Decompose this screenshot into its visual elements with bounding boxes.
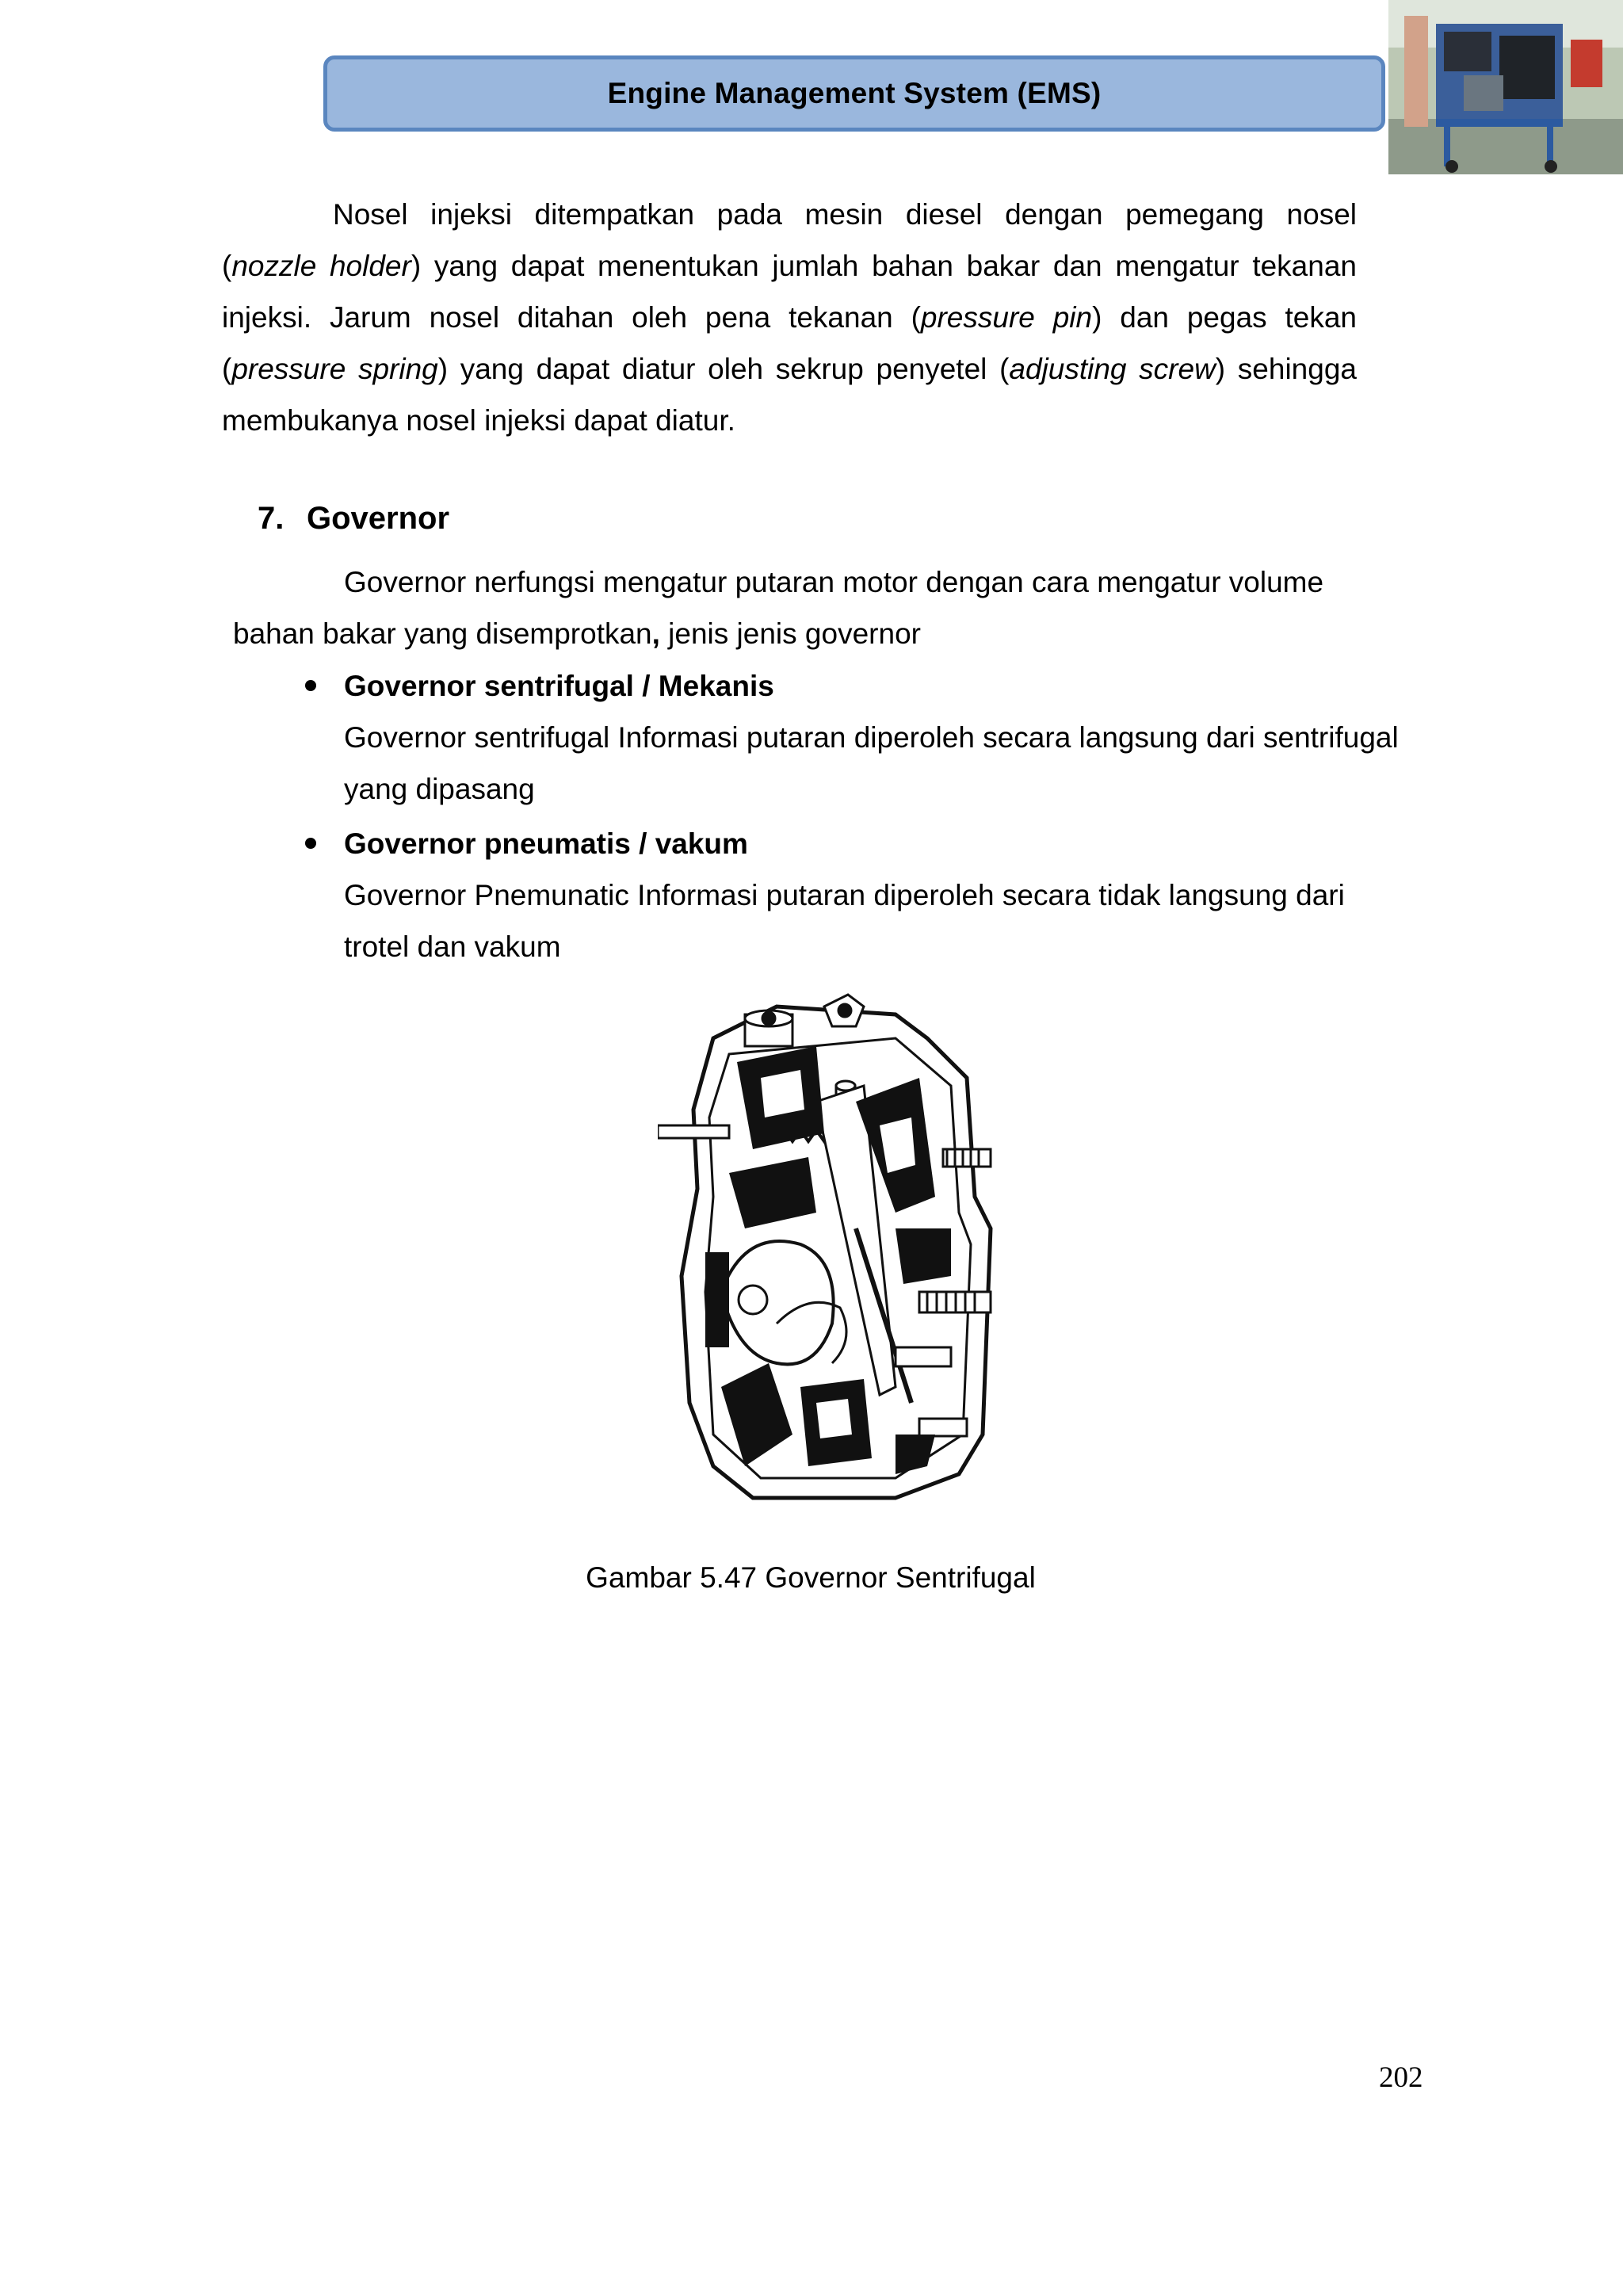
bullet-dot (305, 838, 316, 849)
bullet-title: Governor sentrifugal / Mekanis (344, 670, 774, 702)
engine-trainer-image (1388, 0, 1623, 174)
header-title: Engine Management System (EMS) (607, 77, 1102, 109)
governor-drawing (658, 991, 1038, 1530)
engine-trainer-photo (1388, 0, 1623, 174)
intro-line-1: Nosel injeksi ditempatkan pada mesin diesel dengan pemegang nosel (333, 198, 1357, 231)
bullet-dot (305, 680, 316, 691)
bullet-description: Governor Pnemunatic Informasi putaran diperoleh secara tidak langsung dari trotel dan vakum (344, 879, 1345, 963)
section-number: 7. (258, 501, 285, 536)
header-banner (323, 55, 1385, 132)
bullet-title: Governor pneumatis / vakum (344, 827, 748, 860)
intro-line-2: (nozzle holder) yang dapat menentukan jumlah bahan bakar dan mengatur tekanan (222, 250, 1357, 282)
governor-illustration (658, 991, 1038, 1530)
bullet-description: Governor sentrifugal Informasi putaran diperoleh secara langsung dari sentrifugal yang dipasang (344, 721, 1399, 805)
figure-caption: Gambar 5.47 Governor Sentrifugal (586, 1561, 1036, 1594)
intro-paragraph (222, 189, 1357, 446)
section-desc-line-2: bahan bakar yang disemprotkan, jenis jenis governor (233, 617, 921, 650)
intro-line-3: injeksi. Jarum nosel ditahan oleh pena tekanan (pressure pin) dan pegas tekan (222, 301, 1358, 334)
section-desc-line-1: Governor nerfungsi mengatur putaran motor dengan cara mengatur volume (344, 566, 1324, 598)
section-description (233, 556, 1323, 659)
intro-line-5: membukanya nosel injeksi dapat diatur. (222, 404, 735, 437)
section-title: Governor (307, 501, 450, 536)
page-number: 202 (1379, 2061, 1423, 2094)
section-heading (258, 501, 449, 537)
intro-line-4: (pressure spring) yang dapat diatur oleh sekrup penyetel (adjusting screw) sehingga (222, 353, 1357, 385)
